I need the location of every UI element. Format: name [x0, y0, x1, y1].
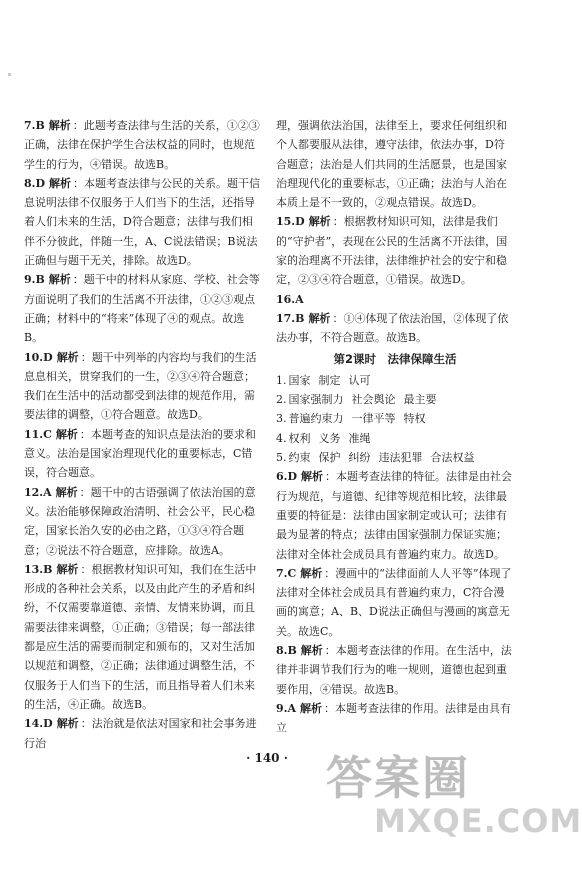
- analysis-text: 法治就是依法对国家和社会事务进行治: [24, 717, 257, 750]
- analysis-text: 本题考查法律与公民的关系。题干信息说明法律不仅服务于人们当下的生活，还指导着人们未来的生活，D符合题意；法律与我们相伴不分彼此，伴随一生，A、C说法错误；B说法正确但与题干无关，排除。故选D。: [24, 176, 261, 268]
- analysis-tag: 解析: [308, 311, 331, 325]
- fill-number: 4.: [276, 431, 287, 445]
- answer-number: 8.B: [276, 644, 297, 658]
- page-number: · 140 ·: [246, 751, 288, 765]
- continued-paragraph: 理，强调依法治国，法律至上，要求任何组织和个人都要服从法律，遵守法律，依法办事，D符合题意；法治是人们共同的生活愿景，也是国家治理现代化的重要标志，①正确；法治与人治在本质上是不一致的，②观点错误。故选D。: [276, 119, 507, 210]
- answer-item: 17.B 解析 ：①④体现了依法治国，②体现了依法办事，不符合题意。故选B。: [276, 311, 509, 345]
- answer-number: 13.B: [24, 562, 53, 576]
- answer-number: 8.D: [24, 176, 46, 190]
- analysis-tag: 解析: [56, 717, 79, 731]
- answer-number: 7.B: [24, 119, 45, 132]
- answer-item: 9.B 解析 ：题干中的材料从家庭、学校、社会等方面说明了我们的生活离不开法律，①②③观点正确；材料中的“将来”体现了④的观点。故选B。: [24, 273, 260, 345]
- fill-answer: 国家: [288, 373, 311, 387]
- answer-item: 11.C 解析 ：本题考查的知识点是法治的要求和意义。法治是国家治理现代化的重要标志，C错误，符合题意。: [24, 427, 256, 480]
- answer-item: 8.B 解析 ：本题考查法律的作用。在生活中，法律并非调节我们行为的唯一规则，道德也起到重要作用，④错误。故选B。: [276, 644, 512, 696]
- answer-item: 9.A 解析 ：本题考查法律的作用。法律是由具有立: [276, 701, 512, 735]
- answer-item: 6.D 解析 ：本题考查法律的特征。法律是由社会行为规范，与道德、纪律等规范相比较，法律最重要的特征是：法律由国家制定或认可；法律有最为显著的特点；法律由国家强制力保证实施；法律对全体社会成员具有普遍约束力。故选D。: [276, 470, 513, 561]
- answer-item: 12.A 解析 ：题干中的古语强调了依法治国的意义。法治能够保障政治清明、社会公平，民心稳定，国家长治久安的必由之路，①③④符合题意；②说法不符合题意，应排除。故选A。: [24, 485, 256, 557]
- answer-item: 10.D 解析 ：题干中列举的内容均与我们的生活息息相关，贯穿我们的一生，②③④符合题意；我们在生活中的活动都受到法律的规范作用，需要法律的调整，①符合题意。故选D。: [24, 350, 257, 422]
- analysis-tag: 解析: [48, 119, 71, 132]
- analysis-tag: 解析: [55, 485, 78, 499]
- left-column: [24, 116, 262, 753]
- fill-row: [276, 448, 514, 467]
- analysis-tag: 解析: [56, 562, 79, 576]
- answer-number: 16.A: [276, 292, 304, 306]
- answer-number: 11.C: [24, 427, 52, 441]
- answer-list-a: [276, 212, 514, 347]
- answer-item: 7.C 解析 ：漫画中的“法律面前人人平等”体现了法律对全体社会成员具有普遍约束力，C符合漫画的寓意；A、B、D说法正确但与漫画的寓意无关。故选C。: [276, 566, 512, 638]
- answer-number: 9.A: [276, 701, 297, 715]
- analysis-tag: 解析: [301, 470, 324, 484]
- section-title: 第2课时 法律保障生活: [333, 351, 457, 366]
- fill-number: 3.: [276, 412, 287, 426]
- fill-answer: 一律平等: [351, 412, 396, 426]
- right-column: [276, 116, 514, 738]
- analysis-text: 根据教材知识可知，法律是我们的“守护者”，表现在公民的生活离不开法律，国家的治理离不开法律，法律维护社会的安宁和稳定，②③④符合题意，①错误。故选D。: [276, 215, 508, 287]
- answer-number: 6.D: [276, 470, 298, 484]
- watermark-text-bottom: MXQE.COM: [374, 802, 582, 840]
- answer-item: 15.D 解析 ：根据教材知识可知，法律是我们的“守护者”，表现在公民的生活离不开法律，国家的治理离不开法律，法律维护社会的安宁和稳定，②③④符合题意，①错误。故选D。: [276, 215, 508, 287]
- fill-answer: 普遍约束力: [288, 412, 344, 426]
- analysis-tag: 解析: [48, 273, 71, 287]
- answer-number: 15.D: [276, 215, 305, 229]
- analysis-text: 本题考查法律的特征。法律是由社会行为规范，与道德、纪律等规范相比较，法律最重要的特征是：法律由国家制定或认可；法律有最为显著的特点；法律由国家强制力保证实施；法律对全体社会成员具有普遍约束力。故选D。: [276, 470, 513, 561]
- answer-number: 17.B: [276, 311, 305, 325]
- analysis-text: 本题考查法律的作用。法律是由具有立: [276, 701, 512, 735]
- answer-list-b: [276, 467, 514, 737]
- answer-item: 8.D 解析 ：本题考查法律与公民的关系。题干信息说明法律不仅服务于人们当下的生活，还指导着人们未来的生活，D符合题意；法律与我们相伴不分彼此，伴随一生，A、C说法错误；B说法正确但与题干无关，排除。故选D。: [24, 176, 261, 268]
- analysis-text: 根据教材知识可知，我们在生活中形成的各种社会关系，以及由此产生的矛盾和纠纷，不仅需要靠道德、亲情、友情来协调，而且需要法律来调整，①正确；③错误；每一部法律都是应生活的需要而制定和颁布的，又对生活加以规范和调整，②正确；法律通过调整生活，不仅服务于人们当下的生活，而且指导着人们未来的生活，④正确。故选B。: [24, 562, 257, 711]
- fill-answer: 约束: [288, 451, 311, 465]
- analysis-text: 此题考查法律与生活的关系，①②③正确，法律在保护学生合法权益的同时，也规范学生的行为，④错误。故选B。: [24, 119, 260, 171]
- fill-in-answers: [276, 371, 514, 467]
- analysis-tag: 解析: [300, 701, 323, 715]
- answer-number: 9.B: [24, 273, 45, 287]
- fill-answer: 义务: [318, 431, 341, 445]
- scan-dot: [8, 73, 11, 76]
- answer-number: 10.D: [24, 350, 53, 364]
- answer-number: 14.D: [24, 717, 53, 731]
- analysis-text: 本题考查的知识点是法治的要求和意义。法治是国家治理现代化的重要标志，C错误，符合题意。: [24, 427, 256, 480]
- analysis-text: 题干中的古语强调了依法治国的意义。法治能够保障政治清明、社会公平，民心稳定，国家长治久安的必由之路，①③④符合题意；②说法不符合题意，应排除。故选A。: [24, 485, 256, 557]
- fill-answer: 认可: [348, 373, 371, 387]
- fill-row: [276, 409, 514, 428]
- fill-answer: 准绳: [348, 431, 371, 445]
- watermark-logo: [326, 742, 582, 852]
- analysis-text: 漫画中的“法律面前人人平等”体现了法律对全体社会成员具有普遍约束力，C符合漫画的寓意；A、B、D说法正确但与漫画的寓意无关。故选C。: [276, 566, 512, 638]
- fill-answer: 纠纷: [348, 451, 371, 465]
- answer-item: [276, 290, 514, 309]
- fill-answer: 制定: [318, 373, 341, 387]
- fill-answer: 特权: [403, 412, 426, 426]
- analysis-tag: 解析: [308, 215, 331, 229]
- fill-row: [276, 390, 514, 409]
- fill-answer: 社会舆论: [351, 393, 396, 407]
- analysis-tag: 解析: [300, 644, 323, 658]
- fill-answer: 国家强制力: [288, 393, 344, 407]
- analysis-text: 题干中列举的内容均与我们的生活息息相关，贯穿我们的一生，②③④符合题意；我们在生活中的活动都受到法律的规范作用，需要法律的调整，①符合题意。故选D。: [24, 350, 257, 422]
- analysis-text: 题干中的材料从家庭、学校、社会等方面说明了我们的生活离不开法律，①②③观点正确；材料中的“将来”体现了④的观点。故选B。: [24, 273, 260, 345]
- fill-number: 2.: [276, 393, 287, 407]
- fill-answer: 合法权益: [430, 451, 475, 465]
- fill-number: 1.: [276, 373, 287, 387]
- watermark-text-top: 答案圈: [326, 751, 470, 805]
- analysis-tag: 解析: [55, 427, 78, 441]
- answer-item: 14.D 解析 ：法治就是依法对国家和社会事务进行治: [24, 717, 257, 750]
- analysis-tag: 解析: [49, 176, 72, 190]
- analysis-tag: 解析: [300, 566, 323, 580]
- fill-answer: 最主要: [403, 393, 437, 407]
- fill-row: [276, 371, 514, 390]
- answer-item: 7.B 解析 ：此题考查法律与生活的关系，①②③正确，法律在保护学生合法权益的同时，也规范学生的行为，④错误。故选B。: [24, 119, 260, 171]
- answer-item: 13.B 解析 ：根据教材知识可知，我们在生活中形成的各种社会关系，以及由此产生的矛盾和纠纷，不仅需要靠道德、亲情、友情来协调，而且需要法律来调整，①正确；③错误；每一部法律都是应生活的需要而制定和颁布的，又对生活加以规范和调整，②正确；法律通过调整生活，不仅服务于人们当下的生活，而且指导着人们未来的生活，④正确。故选B。: [24, 562, 257, 711]
- fill-row: [276, 429, 514, 448]
- analysis-text: 本题考查法律的作用。在生活中，法律并非调节我们行为的唯一规则，道德也起到重要作用，④错误。故选B。: [276, 644, 512, 696]
- answer-number: 12.A: [24, 485, 52, 499]
- fill-number: 5.: [276, 451, 287, 465]
- analysis-text: ①④体现了依法治国，②体现了依法办事，不符合题意。故选B。: [276, 311, 509, 345]
- fill-answer: 违法犯罪: [378, 451, 423, 465]
- answer-number: 7.C: [276, 566, 297, 580]
- analysis-tag: 解析: [56, 350, 79, 364]
- fill-answer: 权利: [288, 431, 311, 445]
- fill-answer: 保护: [318, 451, 341, 465]
